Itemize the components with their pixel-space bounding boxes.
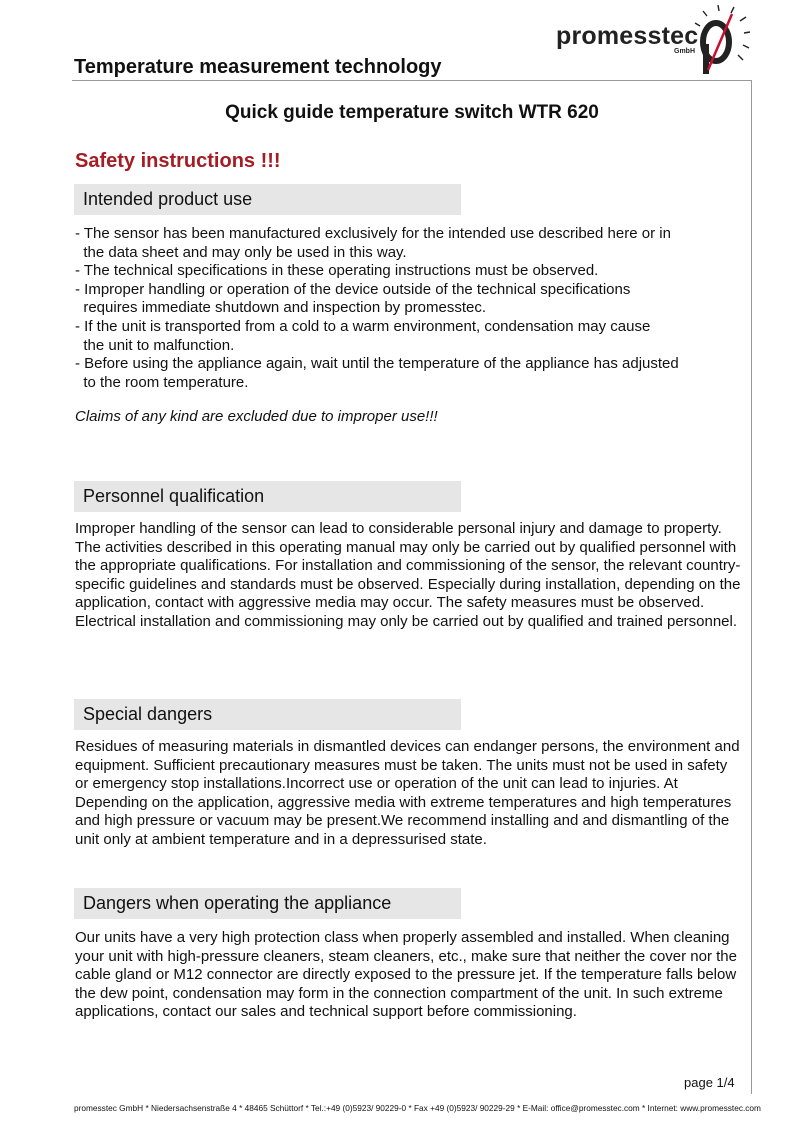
claims-disclaimer: Claims of any kind are excluded due to improper use!!!: [75, 408, 438, 425]
list-item: - Improper handling or operation of the device outside of the technical specifications: [75, 280, 631, 298]
intended-use-list: [75, 225, 743, 392]
list-item: the unit to malfunction.: [75, 336, 235, 354]
section-heading-operating-dangers: Dangers when operating the appliance: [74, 888, 461, 919]
company-logo-text: promesstec: [556, 22, 699, 50]
list-item: to the room temperature.: [75, 373, 249, 391]
right-margin-divider: [751, 80, 752, 1094]
list-item: - Before using the appliance again, wait until the temperature of the appliance has adjusted: [75, 355, 679, 373]
section-heading-intended-use: Intended product use: [74, 184, 461, 215]
list-item: - The technical specifications in these operating instructions must be observed.: [75, 262, 599, 280]
list-item: - If the unit is transported from a cold to a warm environment, condensation may cause: [75, 317, 651, 335]
header-title: Temperature measurement technology: [74, 56, 442, 78]
footer-contact: promesstec GmbH * Niedersachsenstraße 4 * 48465 Schüttorf * Tel.:+49 (0)5923/ 90229-0 * Fax +49 (0)5923/ 90229-29 * E-Mail: office@promesstec.com * Internet: www.promesstec.com: [74, 1103, 761, 1113]
section-heading-personnel: Personnel qualification: [74, 481, 461, 512]
company-logo-suffix: GmbH: [674, 48, 695, 55]
header-divider: [72, 80, 752, 81]
gauge-logo-icon: [692, 4, 754, 78]
operating-dangers-paragraph: Our units have a very high protection class when properly assembled and installed. When cleaning your unit with high-pressure cleaners, steam cleaners, etc., make sure that neither the cover nor the cable gland or M12 connector are directly exposed to the pressure jet. If the temperature falls below the dew point, condensation may form in the connection compartment of the unit. In such extreme applications, contact our sales and technical support before commissioning.: [75, 929, 737, 1021]
list-item: requires immediate shutdown and inspection by promesstec.: [75, 299, 487, 317]
list-item: - The sensor has been manufactured exclusively for the intended use described here or in: [75, 225, 671, 242]
personnel-paragraph: Improper handling of the sensor can lead to considerable personal injury and damage to property. The activities described in this operating manual may only be carried out by qualified personnel with the appropriate qualifications. For installation and commissioning of the sensor, the relevant country-specific guidelines and standards must be observed. Especially during installation, depending on the application, contact with aggressive media may occur. The safety measures must be observed. Electrical installation and commissioning may only be carried out by qualified and trained personnel.: [75, 520, 741, 630]
safety-heading: Safety instructions !!!: [75, 150, 281, 172]
list-item: the data sheet and may only be used in this way.: [75, 243, 407, 261]
special-dangers-paragraph: Residues of measuring materials in dismantled devices can endanger persons, the environment and equipment. Sufficient precautionary measures must be taken. The units must not be used in safety or emergency stop installations.Incorrect use or operation of the unit can lead to injuries. At Depending on the application, aggressive media with extreme temperatures and high temperatures and high pressure or vacuum may be present.We recommend installing and and dismantling of the unit only at ambient temperature and in a depressurised state.: [75, 738, 740, 848]
section-heading-special-dangers: Special dangers: [74, 699, 461, 730]
page-number: page 1/4: [684, 1075, 735, 1090]
document-title: Quick guide temperature switch WTR 620: [225, 102, 599, 123]
